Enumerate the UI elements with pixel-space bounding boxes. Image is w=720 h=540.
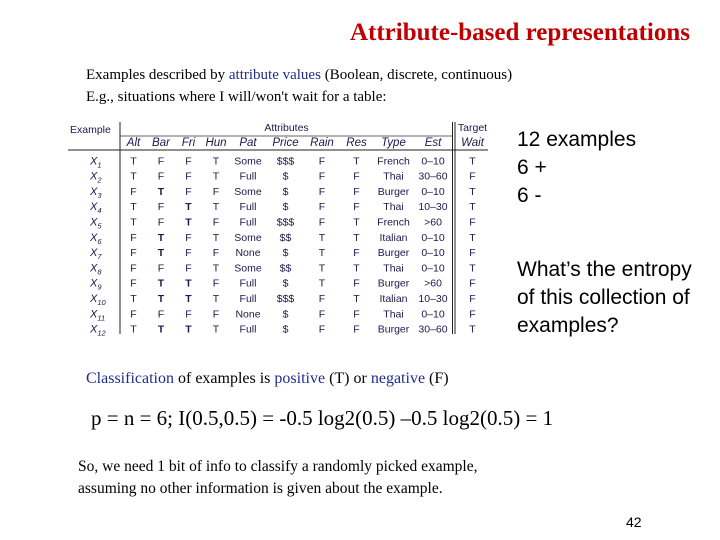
table-cell: T xyxy=(469,201,476,214)
table-cell: Full xyxy=(239,216,257,229)
table-cell: $$ xyxy=(279,231,292,244)
table-cell: Thai xyxy=(383,201,404,214)
entropy-question xyxy=(517,256,692,340)
table-cell: Thai xyxy=(383,262,404,275)
row-id-letter: X xyxy=(90,308,98,321)
row-id xyxy=(89,217,102,231)
table-cell: Some xyxy=(234,231,262,244)
table-cell: 0–10 xyxy=(421,185,445,198)
table-cell: T xyxy=(212,231,220,244)
table-cell: F xyxy=(130,185,137,198)
table-cell: F xyxy=(212,247,220,260)
row-id-letter: X xyxy=(90,293,98,305)
table-cell: T xyxy=(353,216,360,229)
table-cell: T xyxy=(212,155,220,168)
table-cell: T xyxy=(130,216,137,229)
table-cell: T xyxy=(469,185,476,198)
conclusion-line-2: assuming no other information is given about the example. xyxy=(78,480,443,497)
row-id xyxy=(89,171,102,185)
table-cell: F xyxy=(469,308,476,321)
row-id-letter: X xyxy=(90,170,98,183)
table-cell: $ xyxy=(282,185,289,198)
table-cell: F xyxy=(469,293,476,305)
table-cell: T xyxy=(469,262,476,275)
table-cell: $ xyxy=(282,201,289,214)
column-header-rain: Rain xyxy=(310,137,334,149)
column-header-fri: Fri xyxy=(181,137,196,149)
table-cell: T xyxy=(318,262,326,275)
table-cell: $ xyxy=(282,323,289,336)
table-cell: T xyxy=(212,293,220,305)
row-id-subscript: 8 xyxy=(97,267,102,277)
table-cell: F xyxy=(130,308,137,321)
table-cell: F xyxy=(318,201,326,214)
table-cell: F xyxy=(353,201,360,214)
table-cell: T xyxy=(212,262,220,275)
table-cell: T xyxy=(318,231,326,244)
row-id-letter: X xyxy=(90,201,98,214)
table-cell: Some xyxy=(234,262,262,275)
table-cell: F xyxy=(469,216,476,229)
table-cell: F xyxy=(130,247,137,260)
table-cell: T xyxy=(157,293,165,305)
table-cell: F xyxy=(212,185,220,198)
table-cell: Full xyxy=(239,201,257,214)
table-cell: $ xyxy=(282,247,289,260)
question-line-3: examples? xyxy=(517,314,619,337)
table-cell: F xyxy=(318,216,326,229)
table-cell: >60 xyxy=(424,216,442,229)
table-cell: F xyxy=(353,185,360,198)
table-cell: $$$ xyxy=(276,293,295,305)
question-line-2: of this collection of xyxy=(517,286,690,309)
table-cell: F xyxy=(157,308,165,321)
row-id-subscript: 6 xyxy=(97,236,102,246)
row-id xyxy=(89,232,102,246)
table-cell: T xyxy=(185,323,192,336)
table-cell: Italian xyxy=(379,293,408,305)
table-cell: Burger xyxy=(377,185,410,198)
classification-text xyxy=(86,370,449,388)
row-id xyxy=(89,186,102,200)
column-header-pat: Pat xyxy=(239,137,257,149)
column-header-res: Res xyxy=(346,137,367,149)
row-id-subscript: 1 xyxy=(97,160,102,170)
side-notes xyxy=(517,126,692,340)
table-cell: $ xyxy=(282,277,289,290)
table-cell: F xyxy=(318,323,326,336)
table-cell: 0–10 xyxy=(421,308,445,321)
column-header-price: Price xyxy=(272,137,299,149)
table-cell: T xyxy=(185,201,192,214)
row-id-subscript: 7 xyxy=(97,252,102,262)
table-cell: F xyxy=(185,155,192,168)
classification-joiner-2: (T) or xyxy=(325,370,371,387)
row-id xyxy=(89,201,102,215)
table-cell: Some xyxy=(234,185,262,198)
table-cell: T xyxy=(353,231,360,244)
table-cell: F xyxy=(185,185,192,198)
table-figure xyxy=(68,118,494,336)
header-target: Target xyxy=(457,122,488,134)
table-cell: >60 xyxy=(424,277,442,290)
intro-highlight: attribute values xyxy=(228,67,321,83)
row-id-letter: X xyxy=(90,247,98,260)
column-header-bar: Bar xyxy=(152,137,170,149)
row-id-letter: X xyxy=(90,323,98,336)
table-cell: F xyxy=(185,262,192,275)
conclusion-text xyxy=(78,456,477,500)
classification-term: Classification xyxy=(86,370,174,387)
table-cell: $ xyxy=(282,170,289,183)
row-id-subscript: 4 xyxy=(97,206,102,216)
table-cell: F xyxy=(212,216,220,229)
table-cell: F xyxy=(318,293,326,305)
table-cell: Burger xyxy=(377,277,410,290)
table-cell: F xyxy=(185,231,192,244)
table-cell: T xyxy=(353,293,360,305)
table-cell: F xyxy=(212,308,220,321)
table-cell: F xyxy=(185,308,192,321)
table-cell: T xyxy=(469,155,476,168)
table-cell: $$ xyxy=(279,262,292,275)
table-cell: F xyxy=(353,247,360,260)
column-header-est: Est xyxy=(424,137,442,149)
table-cell: T xyxy=(469,231,476,244)
table-cell: None xyxy=(235,308,261,321)
table-cell: $$$ xyxy=(276,216,295,229)
column-header-wait: Wait xyxy=(461,137,484,149)
table-cell: F xyxy=(185,247,192,260)
row-id-letter: X xyxy=(90,262,98,275)
intro-text xyxy=(86,64,512,108)
table-cell: Burger xyxy=(377,323,410,336)
table-cell: F xyxy=(318,185,326,198)
table-cell: T xyxy=(185,293,192,305)
table-cell: T xyxy=(212,201,220,214)
row-id xyxy=(89,293,107,307)
table-cell: 0–10 xyxy=(421,231,445,244)
table-cell: 10–30 xyxy=(418,201,448,214)
table-cell: T xyxy=(469,323,476,336)
table-cell: Some xyxy=(234,155,262,168)
column-header-alt: Alt xyxy=(126,137,141,149)
entropy-formula: p = n = 6; I(0.5,0.5) = -0.5 log2(0.5) –0.5 log2(0.5) = 1 xyxy=(91,406,554,430)
table-cell: T xyxy=(130,170,137,183)
table-cell: French xyxy=(377,155,410,168)
negative-count: 6 - xyxy=(517,184,542,207)
row-id-letter: X xyxy=(90,216,98,229)
table-cell: T xyxy=(212,323,220,336)
table-cell: Full xyxy=(239,323,257,336)
table-cell: $$$ xyxy=(276,155,295,168)
table-cell: T xyxy=(318,247,326,260)
table-cell: F xyxy=(469,247,476,260)
row-id-subscript: 2 xyxy=(97,175,102,185)
table-cell: F xyxy=(469,277,476,290)
table-cell: F xyxy=(353,308,360,321)
table-cell: F xyxy=(157,262,165,275)
intro-line-1-suffix: (Boolean, discrete, continuous) xyxy=(320,67,513,83)
table-cell: F xyxy=(318,155,326,168)
negative-term: negative xyxy=(370,370,426,387)
table-cell: F xyxy=(130,277,137,290)
table-cell: F xyxy=(212,277,220,290)
row-id-subscript: 11 xyxy=(97,313,106,323)
row-id xyxy=(89,155,102,169)
classification-joiner-3: (F) xyxy=(425,370,449,387)
table-cell: F xyxy=(353,323,360,336)
table-cell: T xyxy=(212,170,220,183)
intro-line-1 xyxy=(86,64,512,86)
table-cell: F xyxy=(157,170,165,183)
restaurant-examples-table xyxy=(68,118,494,336)
table-cell: T xyxy=(157,323,165,336)
table-cell: T xyxy=(157,185,165,198)
table-cell: F xyxy=(185,170,192,183)
table-cell: $ xyxy=(282,308,289,321)
table-cell: T xyxy=(157,247,165,260)
row-id-subscript: 3 xyxy=(97,190,102,200)
table-cell: Thai xyxy=(383,308,404,321)
table-cell: T xyxy=(157,277,165,290)
table-cell: T xyxy=(130,323,137,336)
table-cell: Full xyxy=(239,170,257,183)
table-cell: T xyxy=(157,231,165,244)
table-cell: F xyxy=(353,277,360,290)
conclusion-line-1: So, we need 1 bit of info to classify a randomly picked example, xyxy=(78,458,478,475)
row-id-letter: X xyxy=(90,155,98,168)
table-cell: 0–10 xyxy=(421,247,445,260)
table-cell: T xyxy=(130,293,137,305)
question-line-1: What’s the entropy xyxy=(517,258,692,281)
header-example: Example xyxy=(70,124,111,136)
column-header-hun: Hun xyxy=(205,137,227,149)
row-id-subscript: 12 xyxy=(97,328,106,336)
header-attributes: Attributes xyxy=(264,122,309,134)
row-id xyxy=(89,324,107,336)
table-cell: F xyxy=(353,170,360,183)
table-cell: T xyxy=(318,277,326,290)
table-cell: Full xyxy=(239,293,257,305)
table-cell: F xyxy=(130,231,137,244)
row-id-letter: X xyxy=(90,231,98,244)
table-cell: F xyxy=(318,308,326,321)
row-id xyxy=(89,247,102,261)
examples-count: 12 examples xyxy=(517,128,637,151)
table-cell: F xyxy=(469,170,476,183)
table-cell: 30–60 xyxy=(418,323,448,336)
intro-line-1-prefix: Examples described by xyxy=(86,67,229,83)
table-cell: French xyxy=(377,216,410,229)
page-number: 42 xyxy=(626,514,642,530)
row-id-subscript: 9 xyxy=(97,282,102,292)
table-cell: T xyxy=(185,277,192,290)
column-header-type: Type xyxy=(381,137,406,149)
row-id xyxy=(89,278,102,292)
row-id-subscript: 5 xyxy=(97,221,102,231)
table-cell: 0–10 xyxy=(421,262,445,275)
positive-count: 6 + xyxy=(517,156,547,179)
intro-line-2: E.g., situations where I will/won't wait for a table: xyxy=(86,89,387,105)
table-cell: T xyxy=(130,155,137,168)
row-id xyxy=(89,262,102,276)
table-cell: T xyxy=(130,201,137,214)
table-cell: T xyxy=(353,262,360,275)
table-cell: F xyxy=(157,201,165,214)
table-cell: F xyxy=(157,155,165,168)
table-cell: None xyxy=(235,247,261,260)
row-id-letter: X xyxy=(90,185,98,198)
table-cell: Full xyxy=(239,277,257,290)
table-cell: F xyxy=(130,262,137,275)
table-cell: F xyxy=(157,216,165,229)
classification-joiner-1: of examples is xyxy=(173,370,275,387)
table-cell: T xyxy=(353,155,360,168)
table-cell: 0–10 xyxy=(421,155,445,168)
row-id xyxy=(89,308,105,322)
table-cell: F xyxy=(318,170,326,183)
row-id-letter: X xyxy=(90,277,98,290)
positive-term: positive xyxy=(274,370,326,387)
table-cell: Burger xyxy=(377,247,410,260)
table-cell: T xyxy=(185,216,192,229)
table-cell: 10–30 xyxy=(418,293,448,305)
table-cell: 30–60 xyxy=(418,170,448,183)
table-cell: Italian xyxy=(379,231,408,244)
slide-title: Attribute-based representations xyxy=(349,19,690,46)
row-id-subscript: 10 xyxy=(97,298,106,307)
table-cell: Thai xyxy=(383,170,404,183)
